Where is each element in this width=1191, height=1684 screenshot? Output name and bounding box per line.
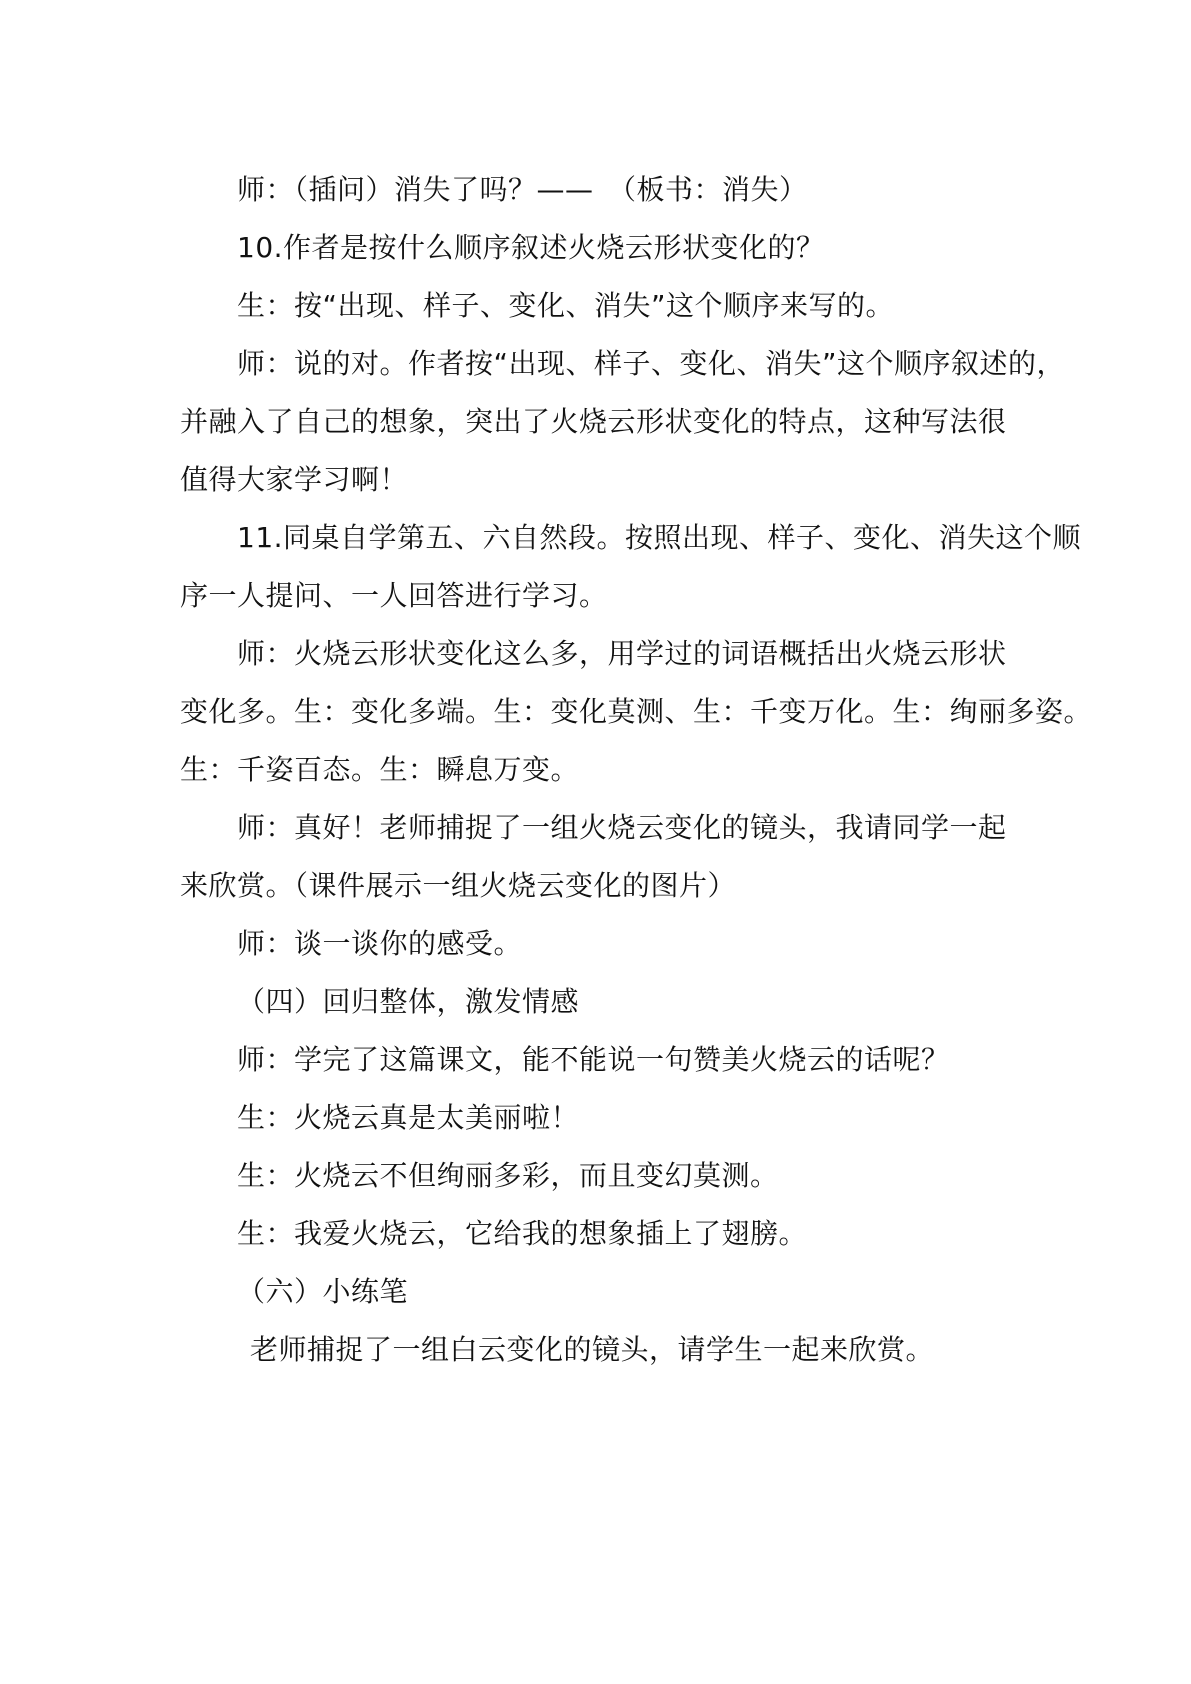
paragraph-line: 生：我爱火烧云，它给我的想象插上了翅膀。	[237, 1217, 808, 1250]
section-heading: （四）回归整体，激发情感	[237, 985, 580, 1018]
paragraph-line: 并融入了自己的想象，突出了火烧云形状变化的特点，这种写法很	[180, 405, 1007, 438]
section-heading: （六）小练笔	[237, 1275, 409, 1308]
paragraph-line: 师：火烧云形状变化这么多，用学过的词语概括出火烧云形状	[237, 637, 1007, 670]
paragraph-line: 师：说的对。作者按“出现、样子、变化、消失”这个顺序叙述的，	[237, 347, 1066, 380]
paragraph-line: 生：千姿百态。生：瞬息万变。	[180, 753, 580, 786]
paragraph-line: 师：学完了这篇课文，能不能说一句赞美火烧云的话呢？	[237, 1043, 950, 1076]
paragraph-line: 师：（插问）消失了吗？—— （板书：消失）	[237, 173, 808, 206]
paragraph-line: 10.作者是按什么顺序叙述火烧云形状变化的？	[237, 231, 825, 264]
paragraph-line: 序一人提问、一人回答进行学习。	[180, 579, 608, 612]
paragraph-line: 来欣赏。（课件展示一组火烧云变化的图片）	[180, 869, 737, 902]
paragraph-line: 师：真好！老师捕捉了一组火烧云变化的镜头，我请同学一起	[237, 811, 1007, 844]
paragraph-line: 生：火烧云不但绚丽多彩，而且变幻莫测。	[237, 1159, 779, 1192]
paragraph-line: 老师捕捉了一组白云变化的镜头，请学生一起来欣赏。	[250, 1333, 935, 1366]
paragraph-line: 值得大家学习啊！	[180, 463, 409, 496]
paragraph-line: 11.同桌自学第五、六自然段。按照出现、样子、变化、消失这个顺	[237, 521, 1082, 554]
paragraph-line: 变化多。生：变化多端。生：变化莫测、生：千变万化。生：绚丽多姿。	[180, 695, 1093, 728]
paragraph-line: 师：谈一谈你的感受。	[237, 927, 523, 960]
paragraph-line: 生：按“出现、样子、变化、消失”这个顺序来写的。	[237, 289, 895, 322]
paragraph-line: 生：火烧云真是太美丽啦！	[237, 1101, 580, 1134]
